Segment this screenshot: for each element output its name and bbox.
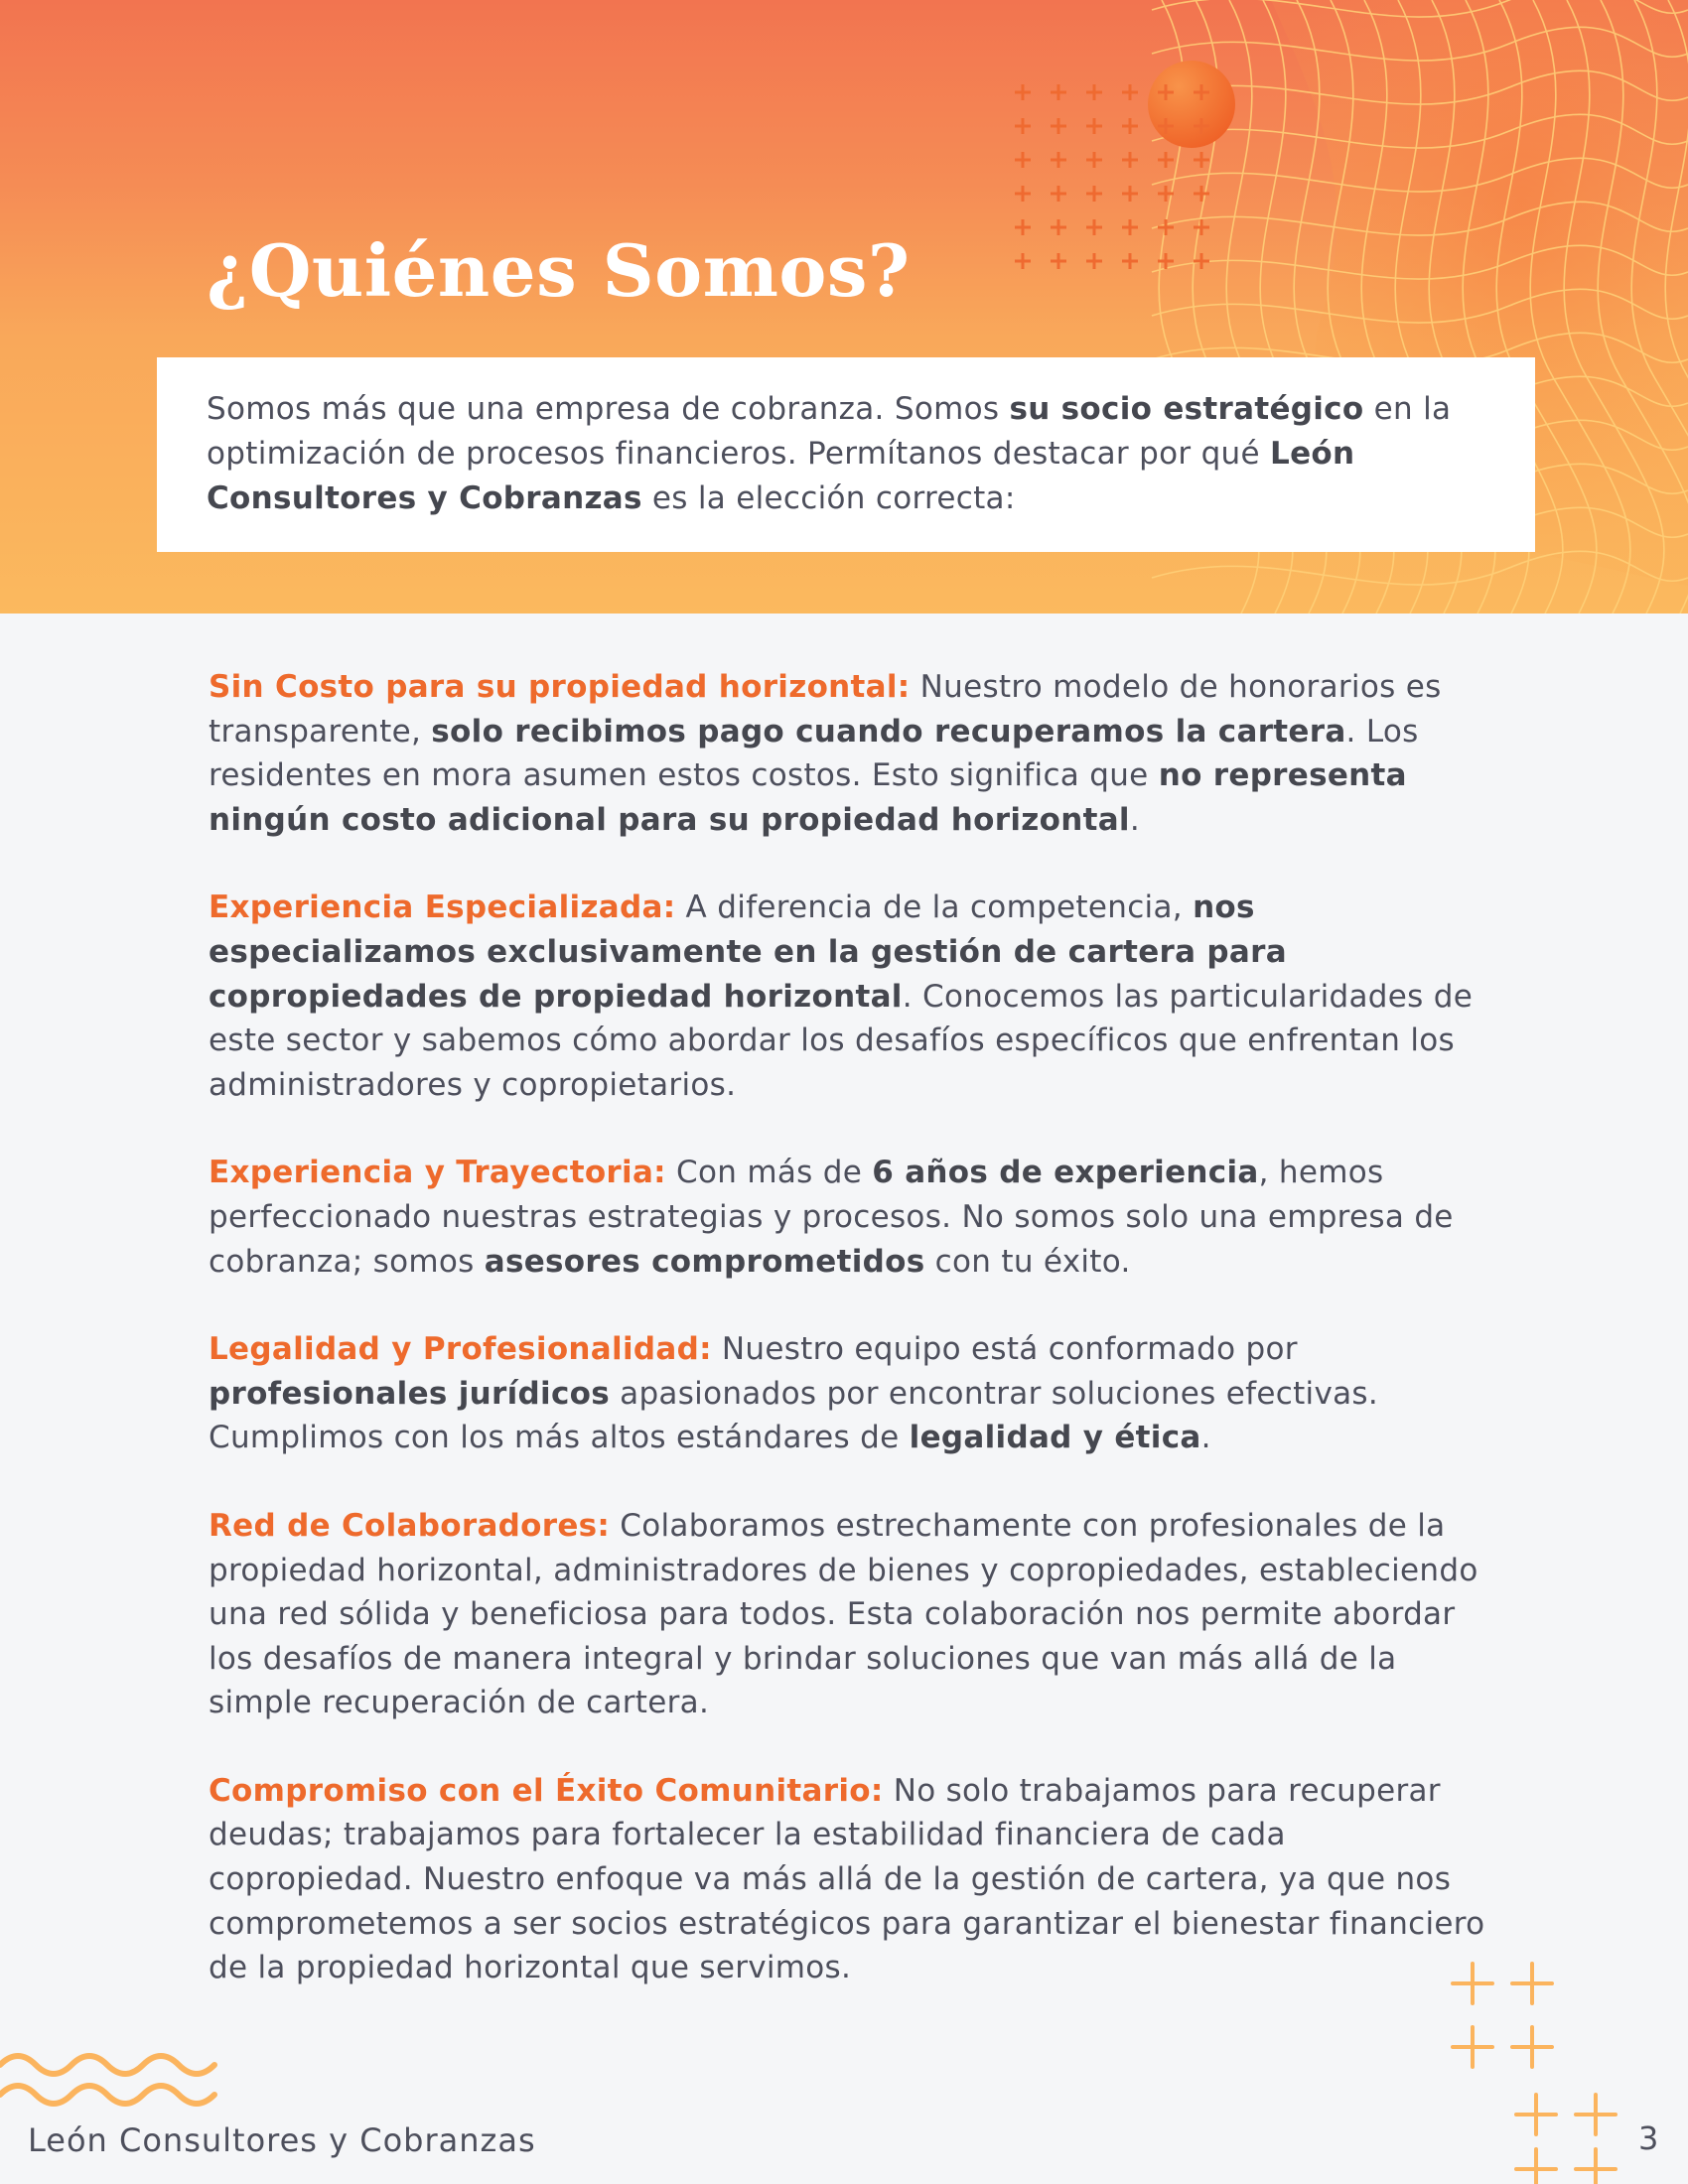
plus-grid-icon: [1445, 1956, 1618, 2184]
section-text: . Conocemos las particularidades de este sector y sabemos cómo abordar los desafíos específicos que enfrentan los administradores y copropietarios.: [209, 978, 1474, 1103]
section-heading: Experiencia y Trayectoria:: [209, 1155, 666, 1191]
section-legalidad: [209, 1327, 1499, 1460]
section-bold: nos especializamos exclusivamente en la gestión de cartera para copropiedades de propiedad horizontal: [209, 889, 1287, 1015]
sections: [209, 665, 1499, 2034]
section-text: . Los residentes en mora asumen estos costos. Esto significa que: [209, 713, 1419, 794]
section-bold: 6 años de experiencia: [872, 1155, 1259, 1191]
section-text: apasionados por encontrar soluciones efectivas. Cumplimos con los más altos estándares de: [209, 1375, 1379, 1456]
wavy-lines-icon: [0, 2040, 228, 2119]
section-sin-costo: [209, 665, 1499, 842]
section-bold: legalidad y ética: [909, 1420, 1201, 1456]
intro-box: [157, 357, 1535, 552]
section-text: .: [1129, 801, 1141, 838]
section-bold: solo recibimos pago cuando recuperamos la cartera: [431, 713, 1346, 750]
section-heading: Red de Colaboradores:: [209, 1507, 611, 1544]
section-text: Nuestro modelo de honorarios es transparente,: [209, 669, 1442, 750]
intro-text-3: es la elección correcta:: [641, 480, 1016, 516]
intro-text-1: Somos más que una empresa de cobranza. Somos: [207, 391, 1010, 427]
section-bold: no representa ningún costo adicional para su propiedad horizontal: [209, 757, 1407, 838]
page-number: 3: [1638, 2119, 1659, 2157]
section-compromiso: [209, 1769, 1499, 1990]
intro-bold-2: León Consultores y Cobranzas: [207, 436, 1355, 516]
section-bold: asesores comprometidos: [484, 1243, 925, 1280]
section-heading: Legalidad y Profesionalidad:: [209, 1331, 712, 1368]
section-text: con tu éxito.: [924, 1243, 1131, 1280]
section-bold: profesionales jurídicos: [209, 1375, 610, 1412]
page-title: ¿Quiénes Somos?: [207, 228, 911, 313]
intro-bold-1: su socio estratégico: [1009, 391, 1364, 427]
hero-banner: [0, 0, 1688, 614]
section-text: No solo trabajamos para recuperar deudas; trabajamos para fortalecer la estabilidad financiera de cada copropiedad. Nuestro enfoque va más allá de la gestión de cartera, ya que nos comprometemos a ser socios estratégicos para garantizar el bienestar financiero de la propiedad horizontal que servimos.: [209, 1772, 1485, 1986]
intro-text-2: en la optimización de procesos financieros. Permítanos destacar por qué: [207, 391, 1452, 472]
section-experiencia-especializada: [209, 886, 1499, 1107]
section-text: A diferencia de la competencia,: [675, 889, 1194, 926]
footer-company-name: León Consultores y Cobranzas: [28, 2121, 536, 2159]
section-heading: Compromiso con el Éxito Comunitario:: [209, 1772, 884, 1809]
section-heading: Sin Costo para su propiedad horizontal:: [209, 669, 911, 705]
section-text: , hemos perfeccionado nuestras estrategias y procesos. No somos solo una empresa de cobranza; somos: [209, 1155, 1454, 1280]
section-text: .: [1200, 1420, 1211, 1456]
section-experiencia-trayectoria: [209, 1151, 1499, 1284]
section-heading: Experiencia Especializada:: [209, 889, 676, 926]
section-red-colaboradores: [209, 1504, 1499, 1725]
section-text: Con más de: [665, 1155, 873, 1191]
orange-sphere: [1148, 61, 1235, 148]
section-text: Colaboramos estrechamente con profesionales de la propiedad horizontal, administradores de bienes y copropiedades, estableciendo una red sólida y beneficiosa para todos. Esta colaboración nos permite abordar los desafíos de manera integral y brindar soluciones que van más allá de la simple recuperación de cartera.: [209, 1507, 1478, 1721]
intro-text: [207, 387, 1485, 521]
section-text: Nuestro equipo está conformado por: [711, 1331, 1298, 1368]
